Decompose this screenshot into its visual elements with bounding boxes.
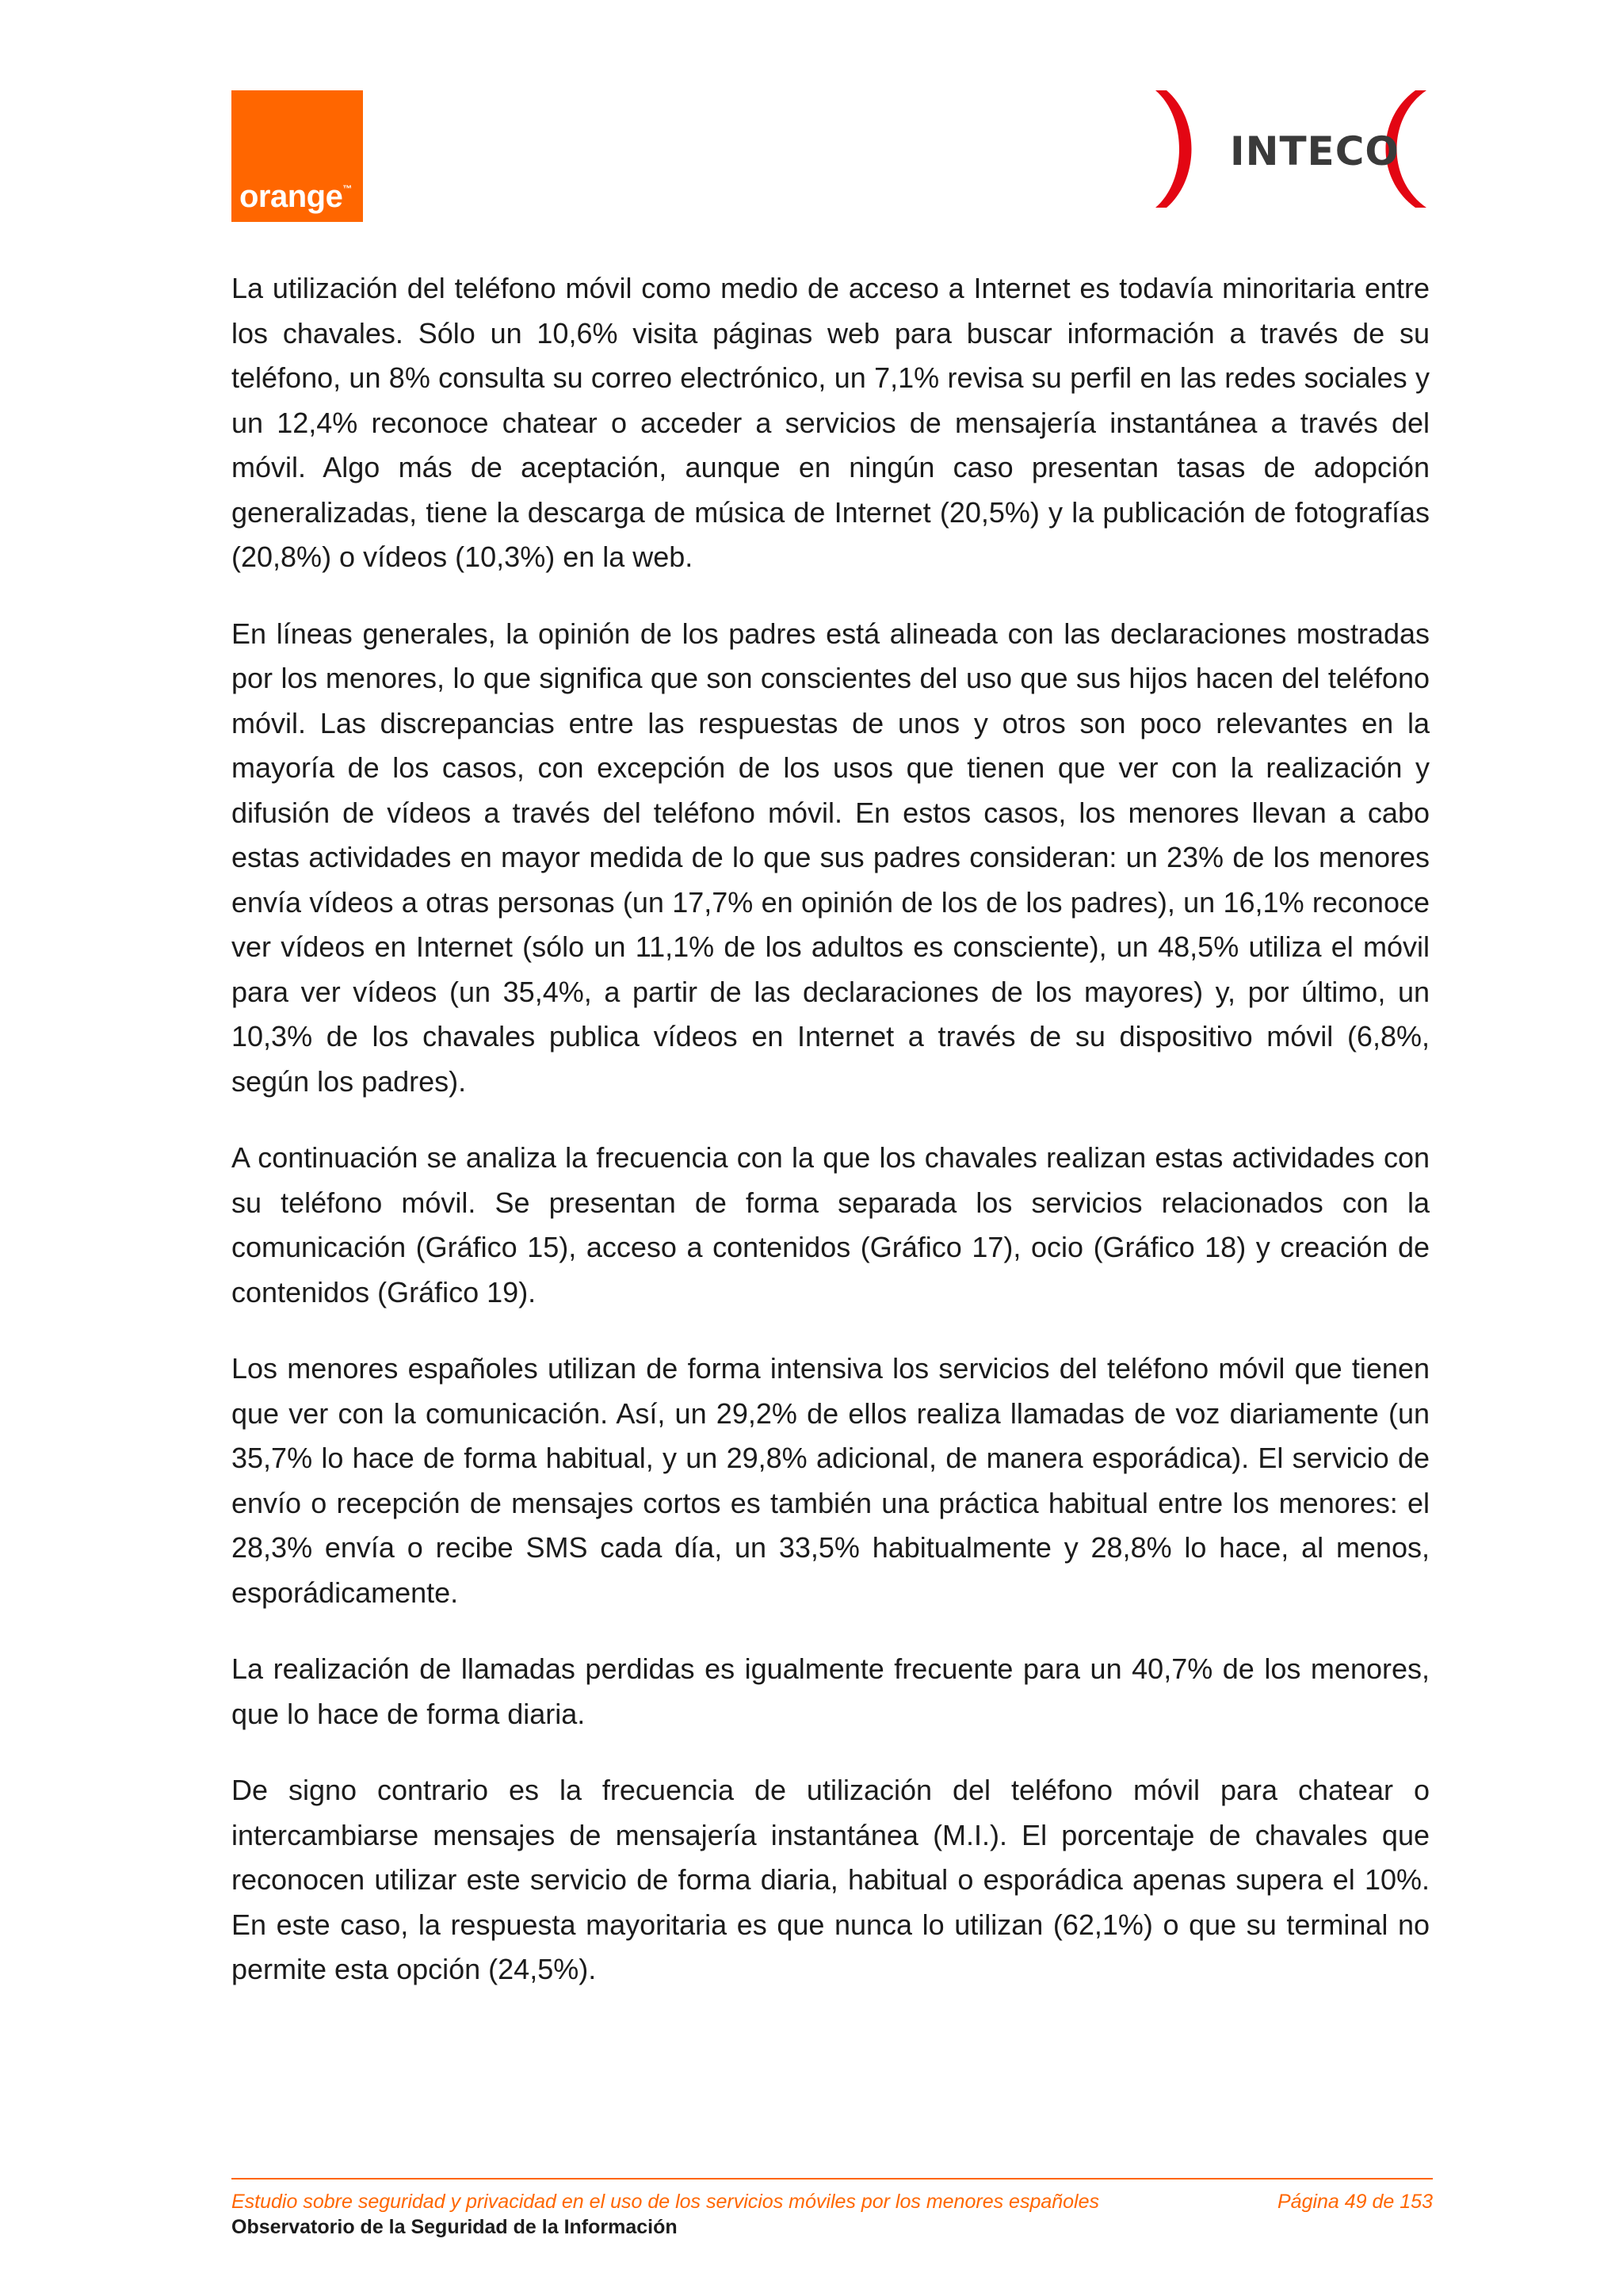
paragraph: Los menores españoles utilizan de forma intensiva los servicios del teléfono móvil que tienen que ver con la comunicación. Así, un 29,2% de ellos realiza llamadas de voz diariamente (un 35,7% lo hace de forma habitual, y un 29,8% adicional, de manera esporádica). El servicio de envío o recepción de mensajes cortos es también una práctica habitual entre los menores: el 28,3% envía o recibe SMS cada día, un 33,5% habitualmente y 28,8% lo hace, al menos, esporádicamente. <box>231 1352 1430 1609</box>
orange-logo-text: orange™ <box>239 179 352 214</box>
page-footer <box>231 2178 1433 2240</box>
orange-logo <box>231 90 363 222</box>
footer-observatory: Observatorio de la Seguridad de la Información <box>231 2216 678 2238</box>
inteco-logo <box>1148 86 1433 212</box>
paragraph: De signo contrario es la frecuencia de utilización del teléfono móvil para chatear o intercambiarse mensajes de mensajería instantánea (M.I.). El porcentaje de chavales que reconocen utilizar este servicio de forma diaria, habitual o esporádica apenas supera el 10%. En este caso, la respuesta mayoritaria es que nunca lo utilizan (62,1%) o que su terminal no permite esta opción (24,5%). <box>231 1774 1430 1985</box>
inteco-logo-text: INTECO <box>1230 128 1400 174</box>
document-body <box>231 266 1430 2024</box>
paragraph: En líneas generales, la opinión de los padres está alineada con las declaraciones mostradas por los menores, lo que significa que son conscientes del uso que sus hijos hacen del teléfono móvil. Las discrepancias entre las respuestas de unos y otros son poco relevantes en la mayoría de los casos, con excepción de los usos que tienen que ver con la realización y difusión de vídeos a través del teléfono móvil. En estos casos, los menores llevan a cabo estas actividades en mayor medida de lo que sus padres consideran: un 23% de los menores envía vídeos a otras personas (un 17,7% en opinión de los de los padres), un 16,1% reconoce ver vídeos en Internet (sólo un 11,1% de los adultos es consciente), un 48,5% utiliza el móvil para ver vídeos (un 35,4%, a partir de las declaraciones de los mayores) y, por último, un 10,3% de los chavales publica vídeos en Internet a través de su dispositivo móvil (6,8%, según los padres). <box>231 617 1430 1098</box>
footer-study-title: Estudio sobre seguridad y privacidad en el uso de los servicios móviles por los menores españoles <box>231 2191 1100 2213</box>
footer-row <box>231 2189 1433 2214</box>
paragraph: La utilización del teléfono móvil como medio de acceso a Internet es todavía minoritaria entre los chavales. Sólo un 10,6% visita páginas web para buscar información a través de su teléfono, un 8% consulta su correo electrónico, un 7,1% revisa su perfil en las redes sociales y un 12,4% reconoce chatear o acceder a servicios de mensajería instantánea a través del móvil. Algo más de aceptación, aunque en ningún caso presentan tasas de adopción generalizadas, tiene la descarga de música de Internet (20,5%) y la publicación de fotografías (20,8%) o vídeos (10,3%) en la web. <box>231 272 1430 573</box>
paragraph: La realización de llamadas perdidas es igualmente frecuente para un 40,7% de los menores, que lo hace de forma diaria. <box>231 1652 1430 1730</box>
paragraph: A continuación se analiza la frecuencia con la que los chavales realizan estas actividades con su teléfono móvil. Se presentan de forma separada los servicios relacionados con la comunicación (Gráfico 15), acceso a contenidos (Gráfico 17), ocio (Gráfico 18) y creación de contenidos (Gráfico 19). <box>231 1141 1430 1308</box>
page-number: Página 49 de 153 <box>1277 2191 1433 2213</box>
